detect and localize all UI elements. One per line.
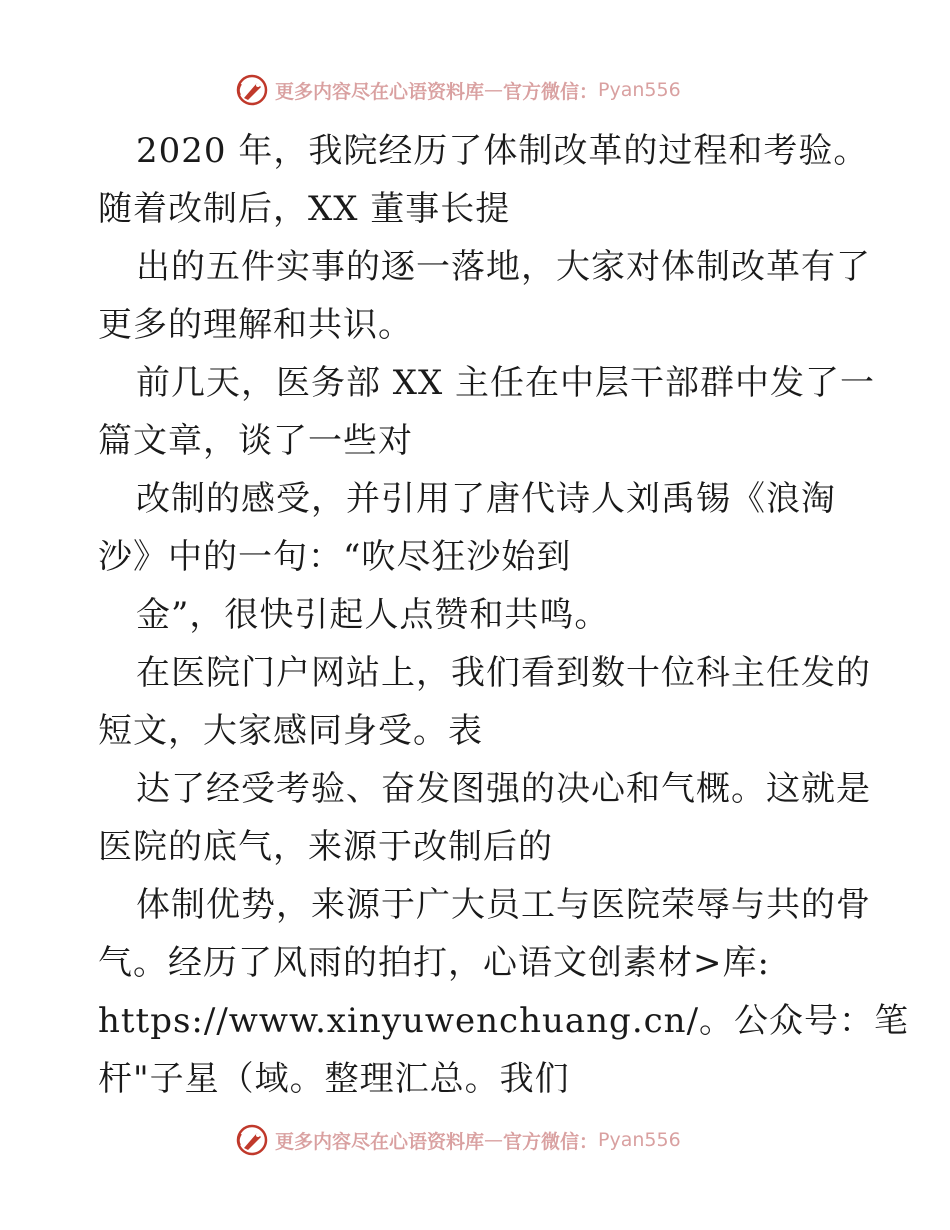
paragraph-line: 出的五件实事的逐一落地，大家对体制改革有了 xyxy=(136,247,871,287)
paragraph-line: 更多的理解和共识。 xyxy=(98,305,413,345)
paragraph-line: 沙》中的一句：“吹尽狂沙始到 xyxy=(98,537,572,577)
document-body xyxy=(98,122,910,1108)
paragraph-line: 篇文章，谈了一些对 xyxy=(98,421,413,461)
pen-nib-logo-icon xyxy=(235,1123,269,1157)
banner-separator: — xyxy=(484,79,504,101)
banner-main-text: 更多内容尽在心语资料库 xyxy=(275,80,485,103)
paragraph-line: 气。经历了风雨的拍打，心语文创素材>库: xyxy=(98,943,770,983)
header-banner xyxy=(235,70,681,110)
footer-banner xyxy=(235,1120,681,1160)
paragraph-line: 在医院门户网站上，我们看到数十位科主任发的 xyxy=(136,653,871,693)
paragraph-line: 达了经受考验、奋发图强的决心和气概。这就是 xyxy=(136,769,871,809)
banner-contact-label: 官方微信： xyxy=(503,80,599,103)
banner-main-text: 更多内容尽在心语资料库 xyxy=(275,1130,485,1153)
banner-separator: — xyxy=(484,1129,504,1151)
paragraph-line: 改制的感受，并引用了唐代诗人刘禹锡《浪淘 xyxy=(136,479,836,519)
paragraph-line: https://www.xinyuwenchuang.cn/。公众号：笔 xyxy=(98,1001,910,1041)
banner-contact-id: Pyan556 xyxy=(598,1129,681,1151)
banner-contact-label: 官方微信： xyxy=(503,1130,599,1153)
paragraph-line: 前几天，医务部 XX 主任在中层干部群中发了一 xyxy=(136,363,876,403)
paragraph-line: 短文，大家感同身受。表 xyxy=(98,711,483,751)
banner-contact-id: Pyan556 xyxy=(598,79,681,101)
paragraph-line: 金”，很快引起人点赞和共鸣。 xyxy=(136,595,610,635)
paragraph-line: 2020 年，我院经历了体制改革的过程和考验。 xyxy=(136,131,869,171)
paragraph-line: 医院的底气，来源于改制后的 xyxy=(98,827,553,867)
paragraph-line: 杆"子星（域。整理汇总。我们 xyxy=(98,1059,570,1099)
pen-nib-logo-icon xyxy=(235,73,269,107)
paragraph-line: 体制优势，来源于广大员工与医院荣辱与共的骨 xyxy=(136,885,871,925)
paragraph-line: 随着改制后，XX 董事长提 xyxy=(98,189,511,229)
